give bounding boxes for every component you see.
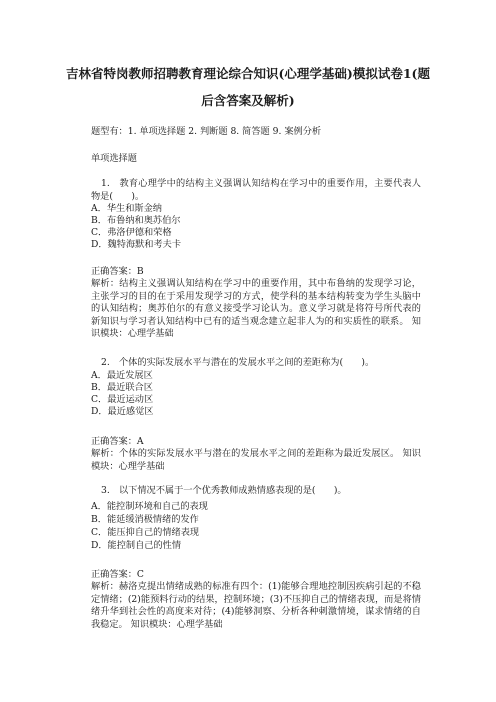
question-3-explanation: 解析：赫洛克提出情绪成熟的标准有四个：(1)能够合理地控制因疾病引起的不稳定情绪；(2)能预料行动的结果，控制环境；(3)不压抑自己的情绪表现，而是将情绪升华到社会性的高度来对待；(4)能够洞察、分析各种刺激情境，谋求情绪的自我稳定。 知识模块：心理学基础 xyxy=(91,581,421,630)
section-heading: 单项选择题 xyxy=(91,153,137,164)
question-3-option-d: D．能控制自己的性情 xyxy=(91,540,182,551)
question-2-option-d: D．最近感觉区 xyxy=(91,406,154,417)
question-2-option-b: B．最近联合区 xyxy=(91,382,153,393)
question-1-option-a: A．华生和斯金纳 xyxy=(91,203,162,214)
question-1-explanation: 解析：结构主义强调认知结构在学习中的重要作用，其中布鲁纳的发现学习论，主张学习的目的在于采用发现学习的方式，使学科的基本结构转变为学生头脑中的认知结构；奥苏伯尔的有意义接受学习论认为。意义学习就是将符号所代表的新知识与学习者认知结构中已有的适当观念建立起非人为的和实质性的联系。 知识模块：心理学基础 xyxy=(91,278,421,340)
question-1-option-d: D．魏特海默和考夫卡 xyxy=(91,239,182,250)
question-3-option-a: A．能控制环境和自己的表现 xyxy=(91,501,208,512)
question-1-option-c: C．弗洛伊德和荣格 xyxy=(91,227,172,238)
document-title-line-2: 后含答案及解析) xyxy=(201,93,295,108)
question-3-answer: 正确答案：C xyxy=(91,569,144,580)
question-2-answer: 正确答案：A xyxy=(91,436,144,447)
document-title-line-1: 吉林省特岗教师招聘教育理论综合知识(心理学基础)模拟试卷1(题 xyxy=(66,66,430,81)
question-2-explanation: 解析：个体的实际发展水平与潜在的发展水平之间的差距称为最近发展区。 知识模块：心理学基础 xyxy=(91,448,421,472)
question-1-stem: 1. 教育心理学中的结构主义强调认知结构在学习中的重要作用，主要代表人物是( )。 xyxy=(91,178,421,202)
question-types-line: 题型有：1. 单项选择题 2. 判断题 8. 简答题 9. 案例分析 xyxy=(91,126,322,137)
question-2-option-c: C．最近运动区 xyxy=(91,394,154,405)
question-2-option-a: A．最近发展区 xyxy=(91,370,153,381)
question-1-answer: 正确答案：B xyxy=(91,266,144,277)
question-3-option-b: B．能延缓消极情绪的发作 xyxy=(91,514,199,525)
question-3-stem: 3. 以下情况不属于一个优秀教师成熟情感表现的是( )。 xyxy=(101,485,347,496)
question-1-option-b: B．布鲁纳和奥苏伯尔 xyxy=(91,215,181,226)
question-3-option-c: C．能压抑自己的情绪表现 xyxy=(91,527,200,538)
question-2-stem: 2. 个体的实际发展水平与潜在的发展水平之间的差距称为( )。 xyxy=(101,357,375,368)
